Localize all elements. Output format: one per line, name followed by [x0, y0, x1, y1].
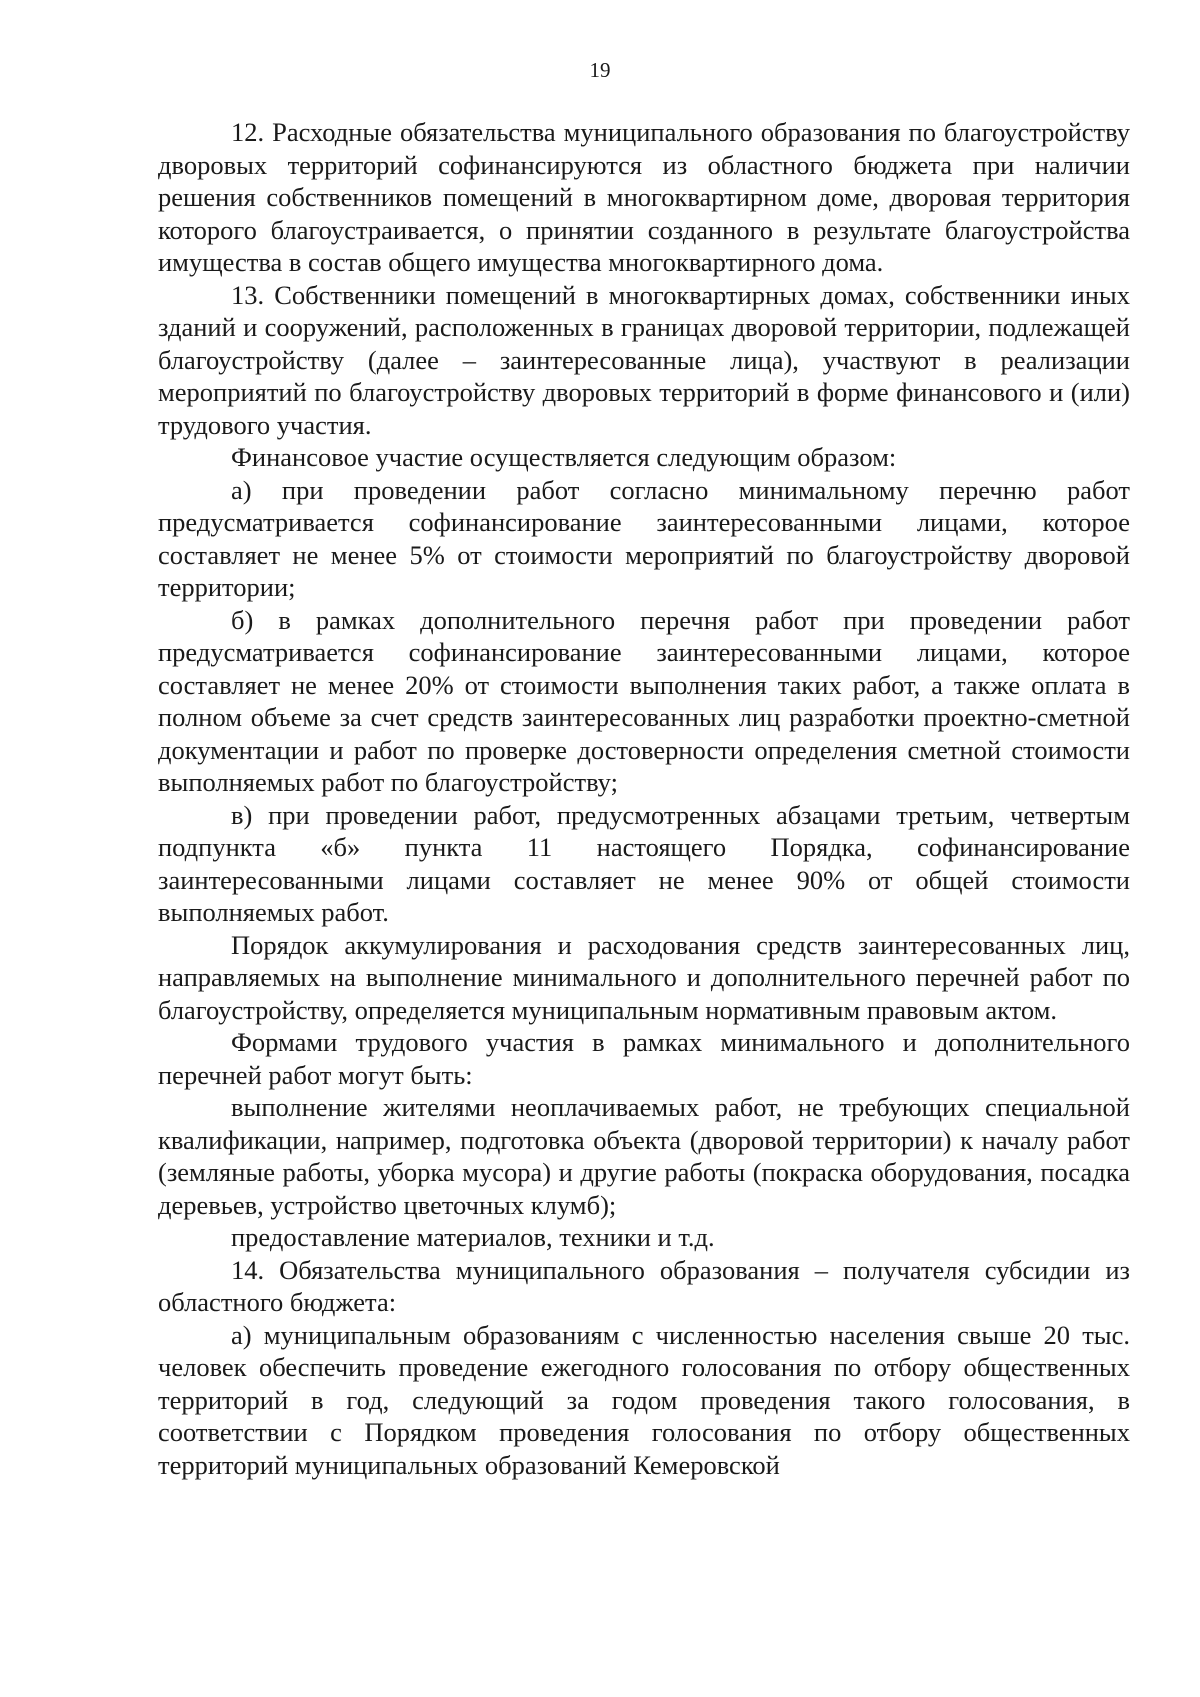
paragraph-labor-materials: предоставление материалов, техники и т.д. [231, 1222, 715, 1252]
page-number: 19 [589, 58, 611, 82]
document-body [158, 116, 1130, 1481]
paragraph-14-obligations: 14. Обязательства муниципального образования – получателя субсидии из областного бюджета: [158, 1254, 1130, 1317]
paragraph-labor-unpaid-work: выполнение жителями неоплачиваемых работ, не требующих специальной квалификации, например, подготовка объекта (дворовой территории) к началу работ (земляные работы, уборка мусора) и другие работы (покраска оборудования, посадка деревьев, устройство цветочных клумб); [158, 1092, 1130, 1220]
paragraph-13-interested-persons: 13. Собственники помещений в многоквартирных домах, собственники иных зданий и сооружений, расположенных в границах дворовой территории, подлежащей благоустройству (далее – заинтересованные лица), участвуют в реализации мероприятий по благоустройству дворовых территорий в форме финансового и (или) трудового участия. [158, 279, 1130, 440]
paragraph-financial-item-b: б) в рамках дополнительного перечня работ при проведении работ предусматривается софинансирование заинтересованными лицами, которое составляет не менее 20% от стоимости выполнения таких работ, а также оплата в полном объеме за счет средств заинтересованных лиц разработки проектно-сметной документации и работ по проверке достоверности определения сметной стоимости выполняемых работ по благоустройству; [158, 604, 1130, 797]
paragraph-financial-item-v: в) при проведении работ, предусмотренных абзацами третьим, четвертым подпункта «б» пункта 11 настоящего Порядка, софинансирование заинтересованными лицами составляет не менее 90% от общей стоимости выполняемых работ. [158, 799, 1130, 927]
paragraph-funds-procedure: Порядок аккумулирования и расходования средств заинтересованных лиц, направляемых на выполнение минимального и дополнительного перечней работ по благоустройству, определяется муниципальным нормативным правовым актом. [158, 929, 1130, 1025]
paragraph-14-item-a: а) муниципальным образованиям с численностью населения свыше 20 тыс. человек обеспечить проведение ежегодного голосования по отбору общественных территорий в год, следующий за годом проведения такого голосования, в соответствии с Порядком проведения голосования по отбору общественных территорий муниципальных образований Кемеровской [158, 1319, 1130, 1480]
paragraph-financial-participation-intro: Финансовое участие осуществляется следующим образом: [231, 442, 897, 472]
paragraph-financial-item-a: а) при проведении работ согласно минимальному перечню работ предусматривается софинансирование заинтересованными лицами, которое составляет не менее 5% от стоимости мероприятий по благоустройству дворовой территории; [158, 474, 1130, 602]
paragraph-labor-participation-intro: Формами трудового участия в рамках минимального и дополнительного перечней работ могут быть: [158, 1027, 1130, 1090]
paragraph-12-expenditure-obligations: 12. Расходные обязательства муниципального образования по благоустройству дворовых территорий софинансируются из областного бюджета при наличии решения собственников помещений в многоквартирном доме, дворовая территория которого благоустраивается, о принятии созданного в результате благоустройства имущества в состав общего имущества многоквартирного дома. [158, 117, 1130, 277]
